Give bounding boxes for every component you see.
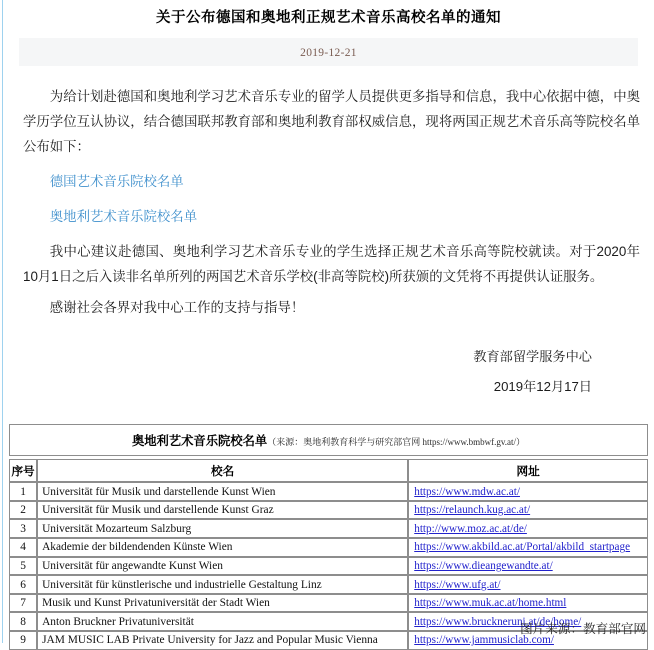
cell-university-name: JAM MUSIC LAB Private University for Jazz and Popular Music Vienna (37, 631, 408, 650)
cell-index: 1 (9, 482, 37, 501)
column-header-url: 网址 (408, 459, 648, 482)
cell-university-name: Universität Mozarteum Salzburg (37, 519, 408, 538)
article-body (3, 66, 654, 402)
cell-index: 6 (9, 575, 37, 594)
university-website-link[interactable]: https://www.akbild.ac.at/Portal/akbild_startpage (414, 541, 631, 554)
publish-meta-band (19, 38, 638, 66)
image-source-caption: 图片来源：教育部官网 (520, 622, 646, 636)
cell-university-url (408, 594, 648, 613)
cell-university-url (408, 519, 648, 538)
table-row (9, 501, 648, 520)
cell-index: 5 (9, 557, 37, 576)
column-header-name: 校名 (37, 459, 408, 482)
university-table-wrapper (9, 424, 645, 649)
cell-index: 3 (9, 519, 37, 538)
link-paragraph-germany (23, 169, 640, 194)
table-row (9, 594, 648, 613)
publish-date: 2019-12-21 (300, 47, 357, 60)
cell-university-name: Akademie der bildendenden Künste Wien (37, 538, 408, 557)
cell-university-name: Universität für angewandte Kunst Wien (37, 557, 408, 576)
paragraph-advice: 我中心建议赴德国、奥地利学习艺术音乐专业的学生选择正规艺术音乐高等院校就读。对于2020年10月1日之后入读非名单所列的两国艺术音乐学校(非高等院校)所获颁的文凭将不再提供认证服务。 (23, 244, 640, 285)
signature-organization: 教育部留学服务中心 (473, 349, 592, 365)
university-website-link[interactable]: https://www.bruckneruni.at/de/home/ (414, 615, 582, 628)
column-header-no: 序号 (9, 459, 37, 482)
cell-index: 9 (9, 631, 37, 650)
page-title: 关于公布德国和奥地利正规艺术音乐高校名单的通知 (156, 10, 501, 26)
signature-date: 2019年12月17日 (493, 379, 592, 395)
university-website-link[interactable]: https://www.ufg.at/ (414, 578, 501, 591)
cell-university-url (408, 575, 648, 594)
table-header-row (9, 459, 648, 482)
cell-index: 2 (9, 501, 37, 520)
table-row (9, 538, 648, 557)
paragraph-thanks: 感谢社会各界对我中心工作的支持与指导！ (49, 300, 305, 316)
link-paragraph-austria (23, 204, 640, 229)
cell-university-url (408, 501, 648, 520)
cell-university-name: Anton Bruckner Privatuniversität (37, 612, 408, 631)
university-website-link[interactable]: https://relaunch.kug.ac.at/ (414, 504, 531, 517)
cell-university-name: Universität für künstlerische und industrielle Gestaltung Linz (37, 575, 408, 594)
university-website-link[interactable]: http://www.moz.ac.at/de/ (414, 522, 527, 535)
link-germany-university-list[interactable]: 德国艺术音乐院校名单 (49, 174, 184, 190)
cell-university-name: Universität für Musik und darstellende Kunst Graz (37, 501, 408, 520)
cell-university-url (408, 557, 648, 576)
austria-university-table (9, 424, 648, 649)
university-website-link[interactable]: https://www.jammusiclab.com/ (414, 634, 554, 647)
cell-index: 4 (9, 538, 37, 557)
university-website-link[interactable]: https://www.mdw.ac.at/ (414, 485, 520, 498)
cell-university-name: Universität für Musik und darstellende Kunst Wien (37, 482, 408, 501)
table-title-main: 奥地利艺术音乐院校名单 (131, 433, 268, 448)
link-austria-university-list[interactable]: 奥地利艺术音乐院校名单 (49, 209, 198, 225)
paragraph-intro: 为给计划赴德国和奥地利学习艺术音乐专业的留学人员提供更多指导和信息，我中心依据中德，中奥学历学位互认协议，结合德国联邦教育部和奥地利教育部权威信息，现将两国正规艺术音乐高等院校名单公布如下： (23, 89, 640, 155)
article-container (3, 0, 654, 650)
cell-index: 7 (9, 594, 37, 613)
cell-university-url (408, 538, 648, 557)
table-title-row (9, 424, 648, 456)
signature-block (23, 342, 640, 402)
table-row (9, 482, 648, 501)
table-row (9, 575, 648, 594)
cell-index: 8 (9, 612, 37, 631)
university-website-link[interactable]: https://www.dieangewandte.at/ (414, 559, 553, 572)
table-title-cell (9, 424, 648, 456)
university-website-link[interactable]: https://www.muk.ac.at/home.html (414, 597, 567, 610)
table-row (9, 519, 648, 538)
cell-university-name: Musik und Kunst Privatuniversität der Stadt Wien (37, 594, 408, 613)
table-row (9, 557, 648, 576)
cell-university-url (408, 482, 648, 501)
table-title-source: （来源：奥地利教育科学与研究部官网 https://www.bmbwf.gv.at/） (267, 436, 526, 447)
